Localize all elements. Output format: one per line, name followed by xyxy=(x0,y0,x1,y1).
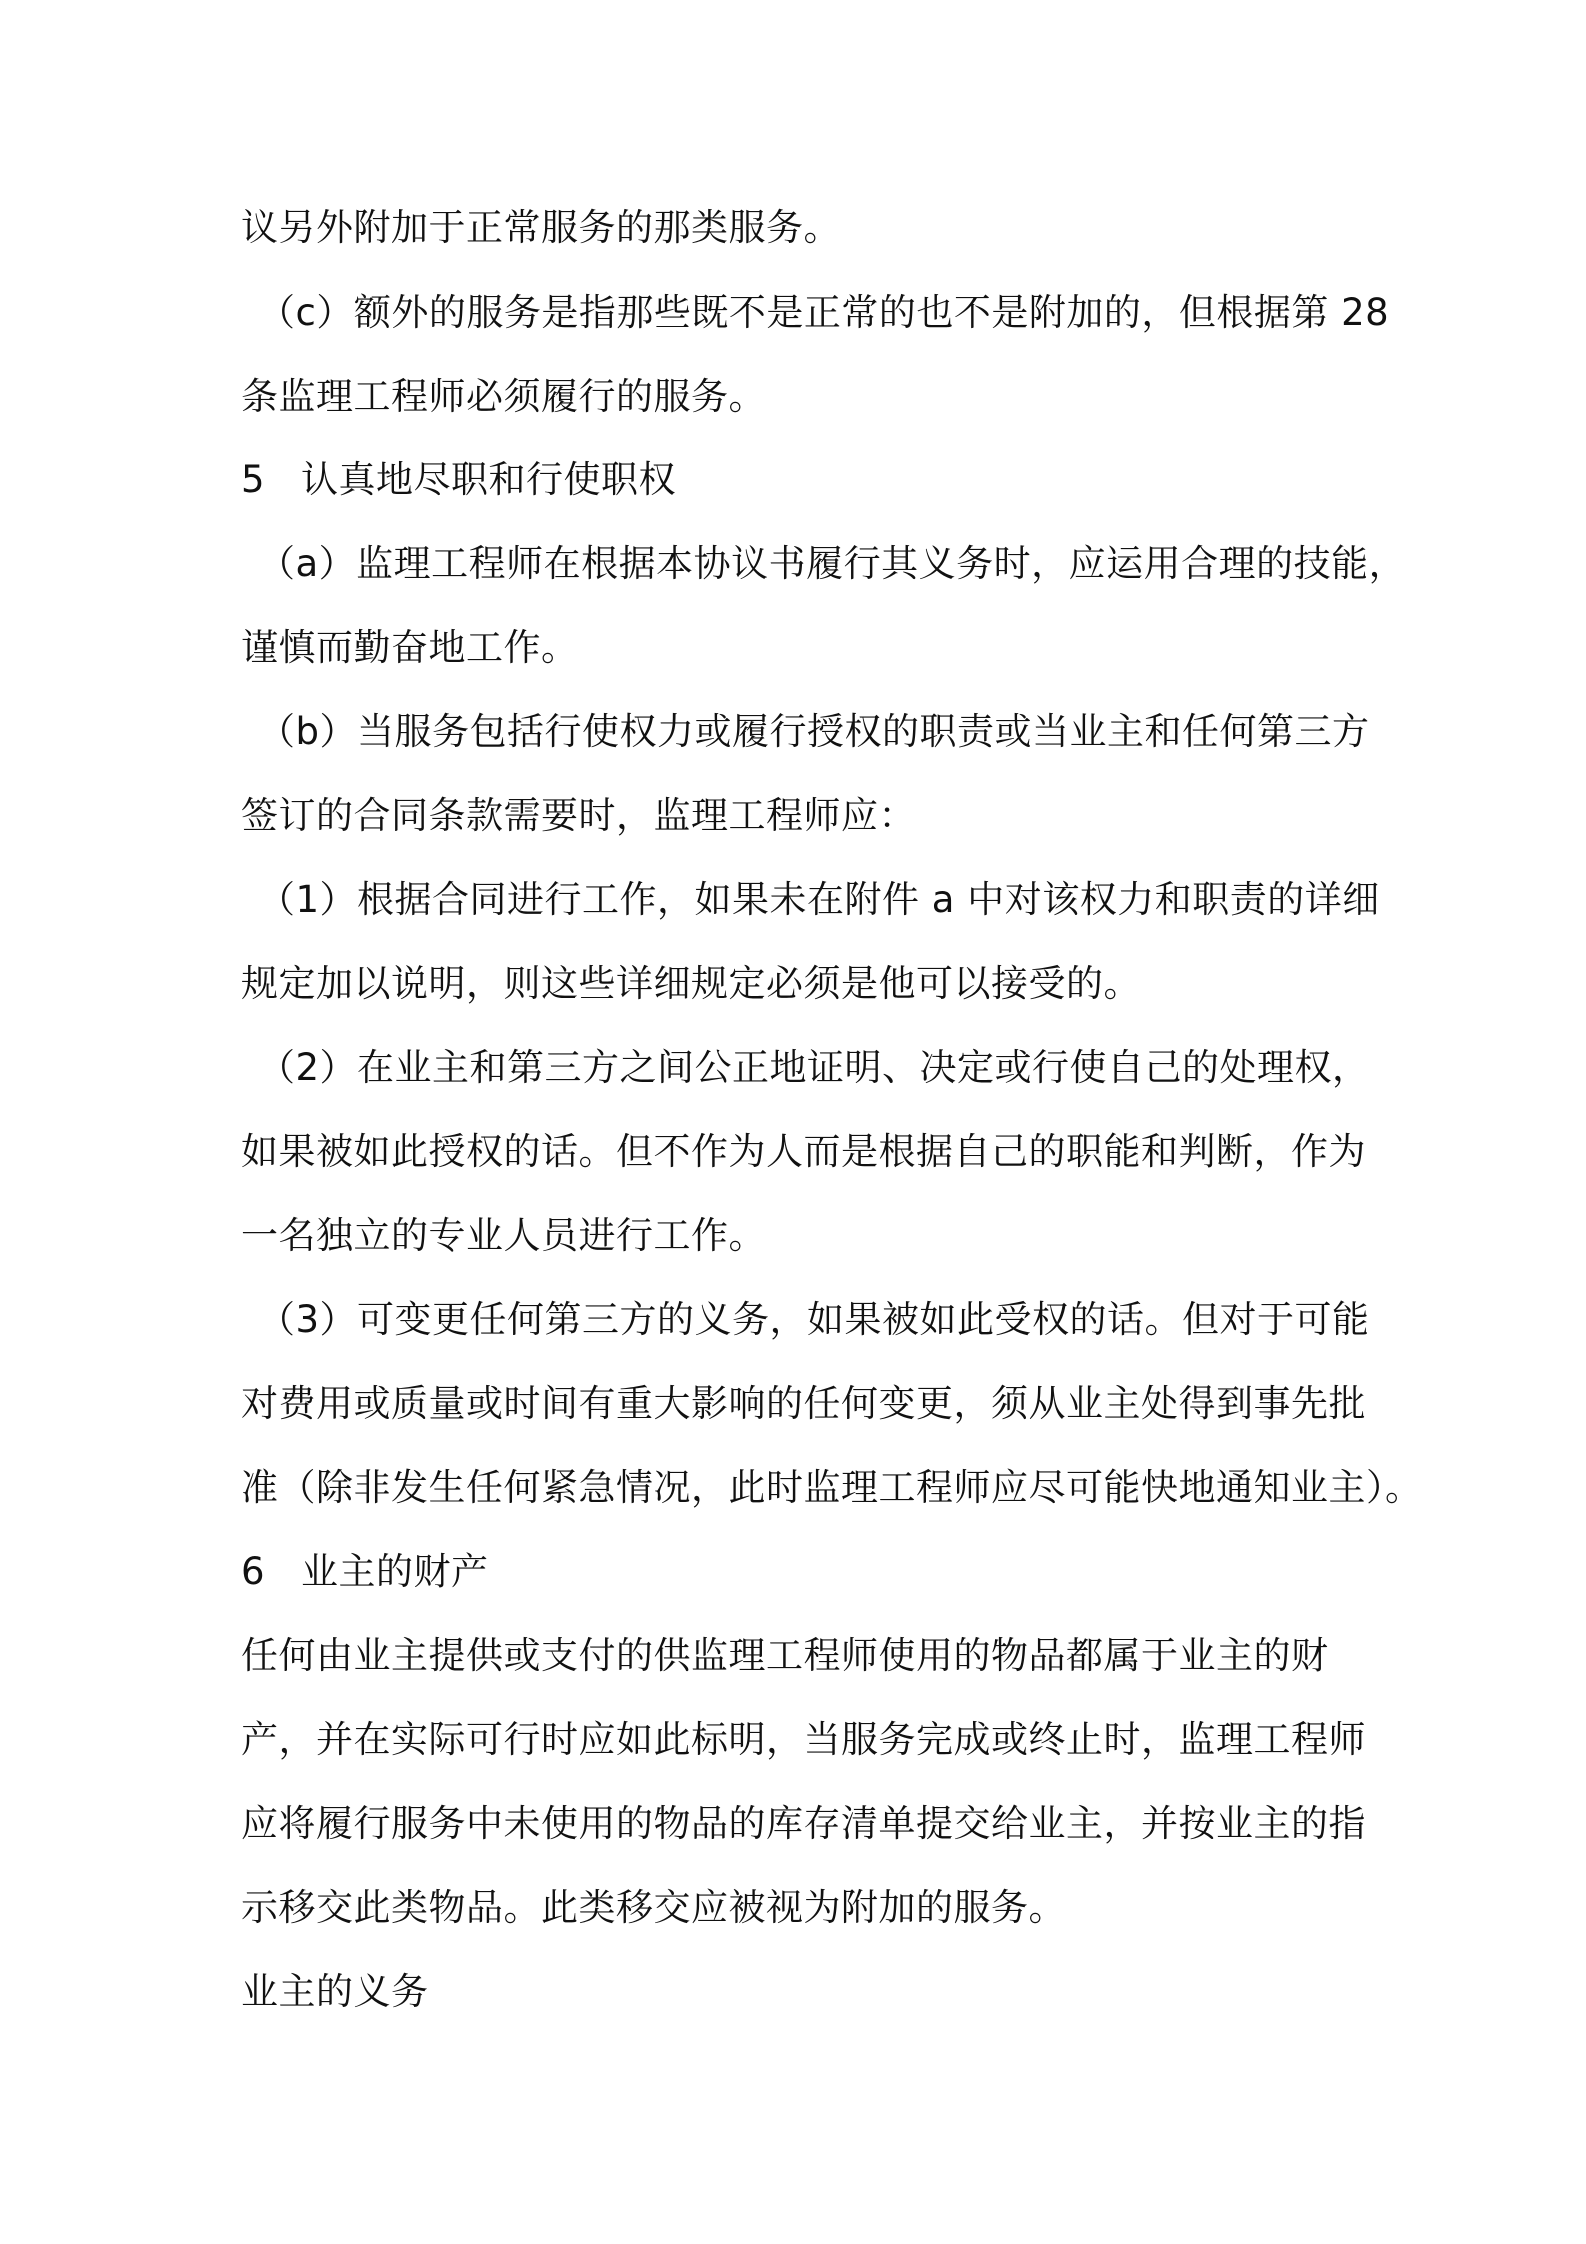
section-title: 认真地尽职和行使职权 xyxy=(301,458,676,501)
text-line: 示移交此类物品。此类移交应被视为附加的服务。 xyxy=(241,1886,1066,1929)
section-heading: 业主的义务 xyxy=(241,1970,429,2013)
text-line: （c）额外的服务是指那些既不是正常的也不是附加的，但根据第 28 xyxy=(258,291,1390,334)
text-line: 任何由业主提供或支付的供监理工程师使用的物品都属于业主的财 xyxy=(241,1634,1329,1677)
text-line: 规定加以说明，则这些详细规定必须是他可以接受的。 xyxy=(241,962,1141,1005)
text-line: 应将履行服务中未使用的物品的库存清单提交给业主，并按业主的指 xyxy=(241,1802,1366,1845)
text-line: 准（除非发生任何紧急情况，此时监理工程师应尽可能快地通知业主）。 xyxy=(241,1466,1423,1509)
section-number: 6 xyxy=(241,1550,266,1593)
text-line: （3）可变更任何第三方的义务，如果被如此受权的话。但对于可能 xyxy=(258,1298,1370,1341)
text-line: （b）当服务包括行使权力或履行授权的职责或当业主和任何第三方 xyxy=(258,710,1370,753)
section-title: 业主的财产 xyxy=(301,1550,489,1593)
text-line: 谨慎而勤奋地工作。 xyxy=(241,626,579,669)
text-line: 条监理工程师必须履行的服务。 xyxy=(241,375,766,418)
text-line: 一名独立的专业人员进行工作。 xyxy=(241,1214,766,1257)
section-heading xyxy=(241,450,676,510)
text-line: （1）根据合同进行工作，如果未在附件 a 中对该权力和职责的详细 xyxy=(258,878,1380,921)
text-line: 产，并在实际可行时应如此标明，当服务完成或终止时，监理工程师 xyxy=(241,1718,1366,1761)
text-line: （a）监理工程师在根据本协议书履行其义务时，应运用合理的技能， xyxy=(258,542,1407,585)
text-line: （2）在业主和第三方之间公正地证明、决定或行使自己的处理权， xyxy=(258,1046,1370,1089)
section-heading xyxy=(241,1542,489,1602)
text-line: 签订的合同条款需要时，监理工程师应： xyxy=(241,794,916,837)
text-line: 对费用或质量或时间有重大影响的任何变更，须从业主处得到事先批 xyxy=(241,1382,1366,1425)
section-number: 5 xyxy=(241,458,266,501)
text-line: 议另外附加于正常服务的那类服务。 xyxy=(241,206,841,249)
text-line: 如果被如此授权的话。但不作为人而是根据自己的职能和判断，作为 xyxy=(241,1130,1366,1173)
